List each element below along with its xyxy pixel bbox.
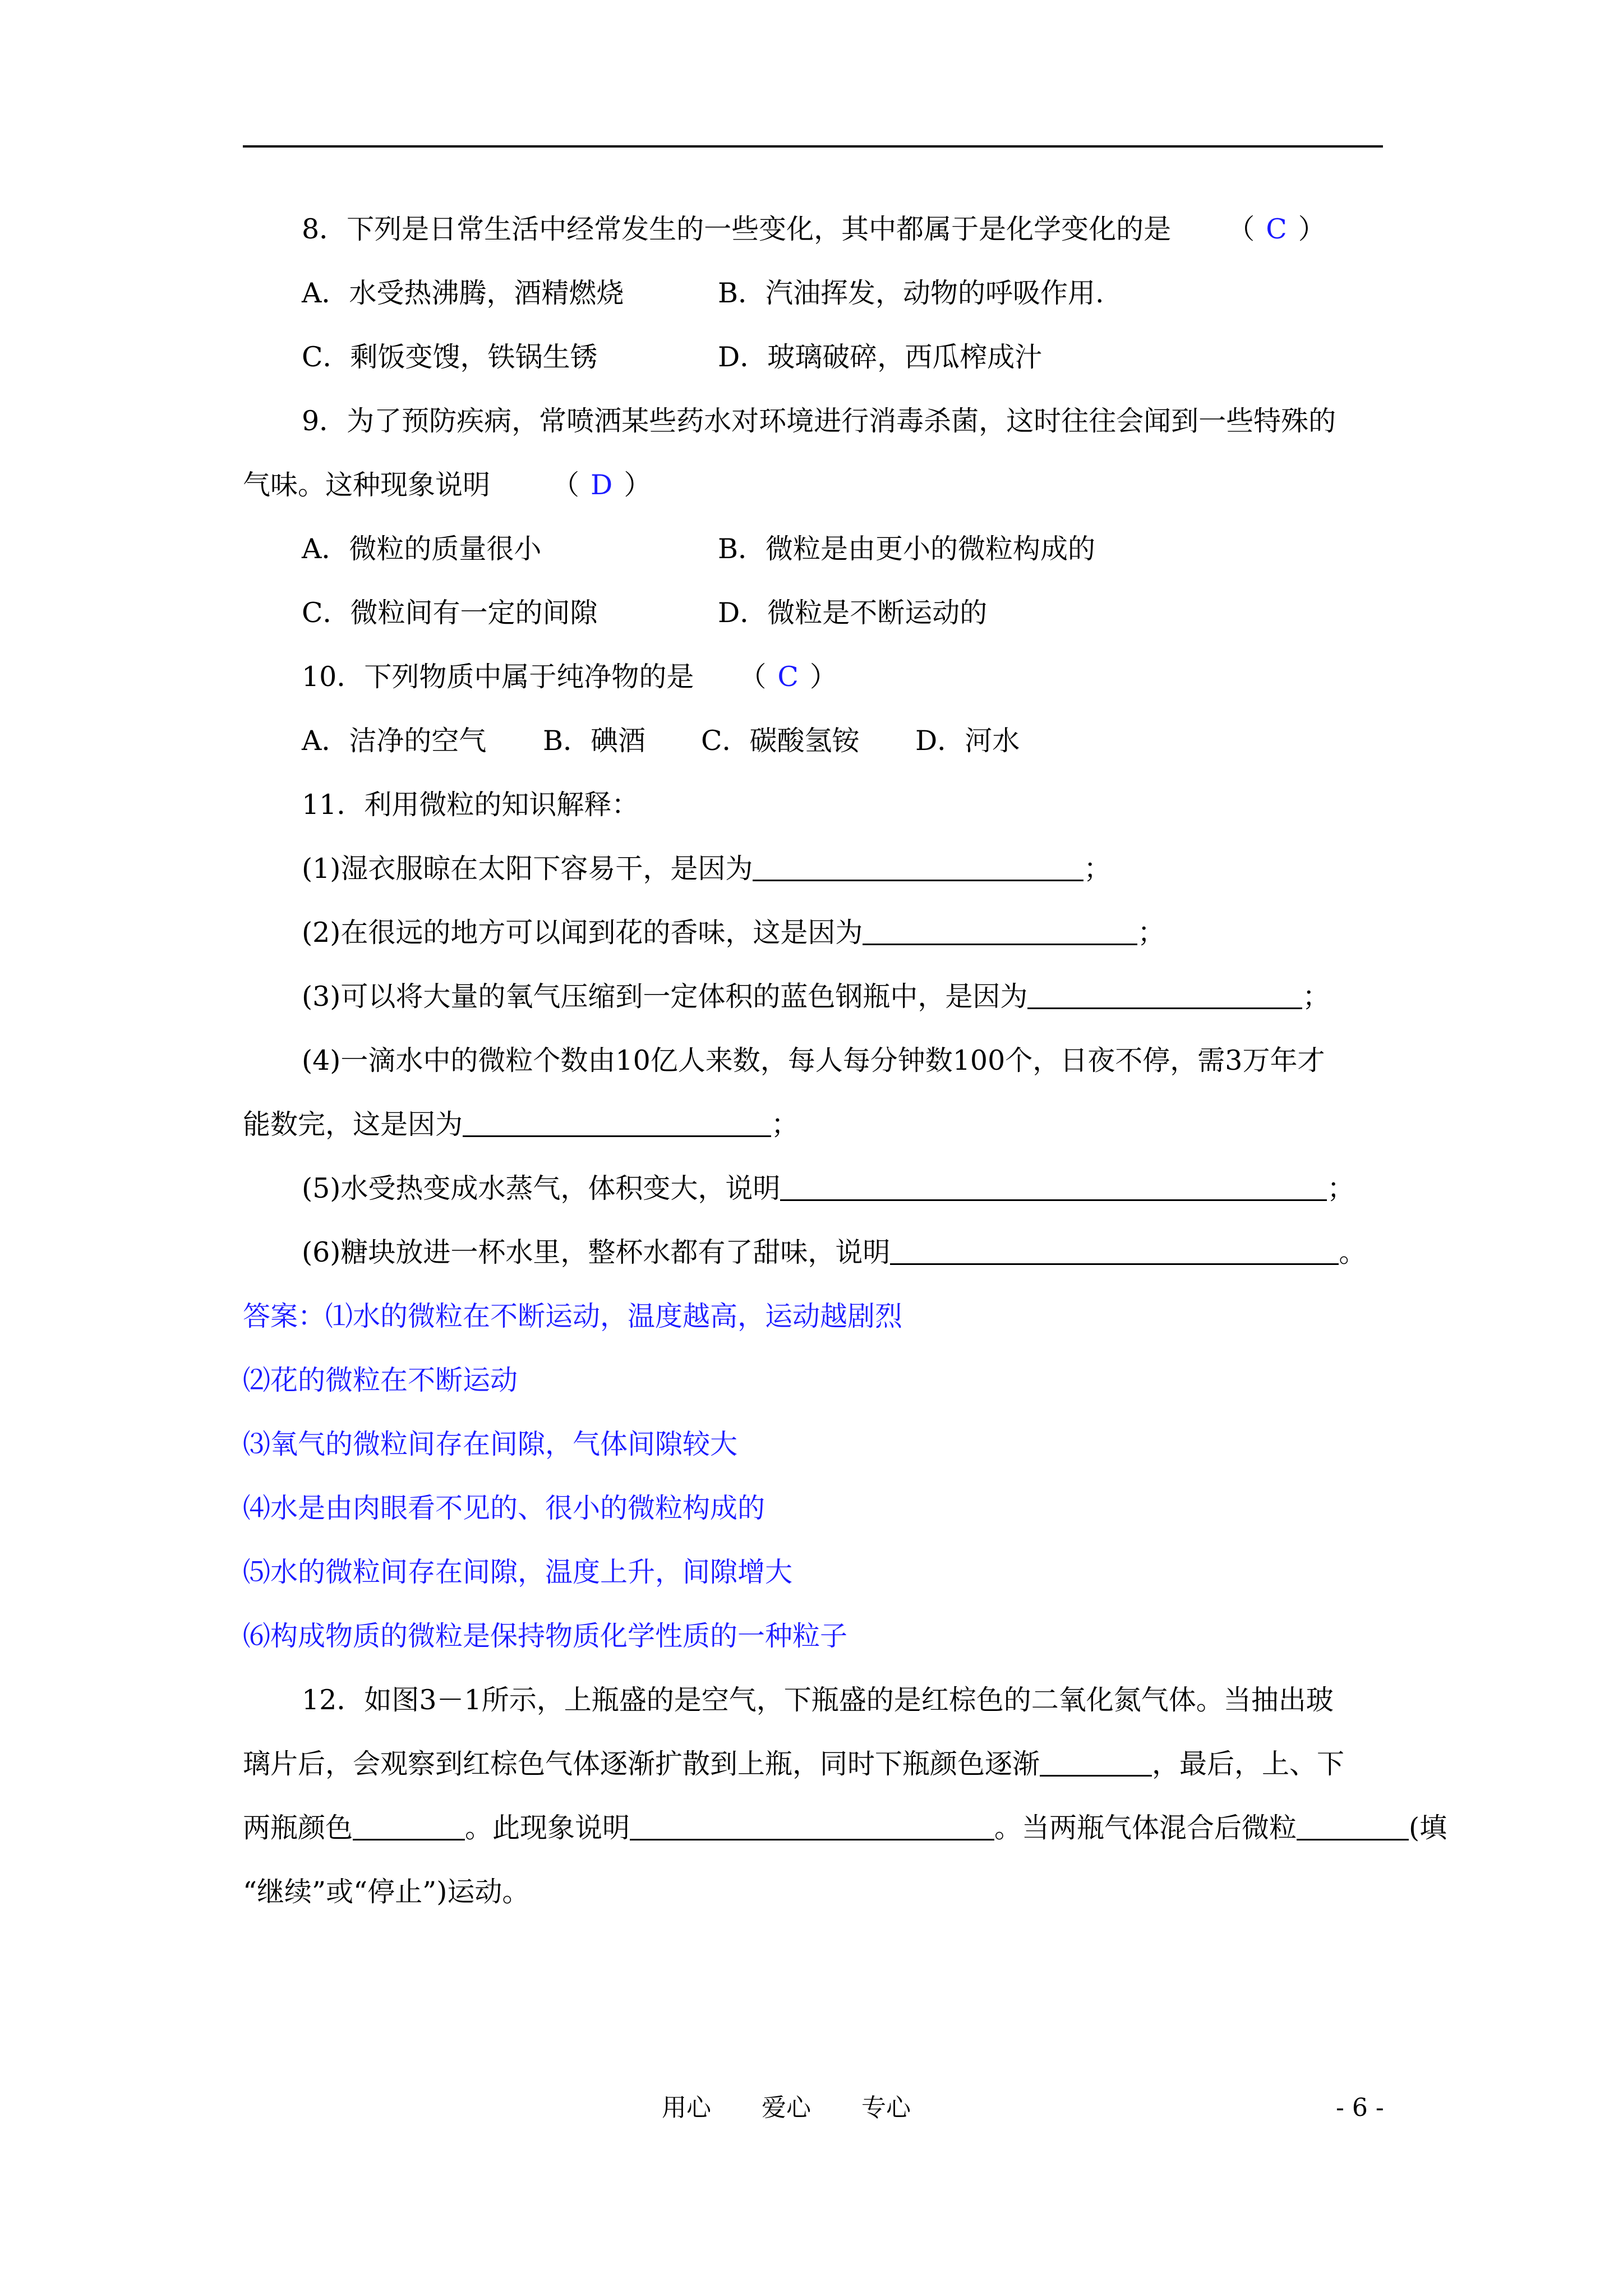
q11-item-4-cont: 能数完，这是因为 ； [243, 1108, 799, 1140]
q11-item-3: (3)可以将大量的氧气压缩到一定体积的蓝色钢瓶中，是因为 ； [302, 981, 1330, 1013]
answer-blank [1040, 1749, 1152, 1777]
q10-answer: C [777, 661, 799, 693]
q11-stem: 11．利用微粒的知识解释： [302, 789, 639, 821]
q11-answer-2: ⑵花的微粒在不断运动 [243, 1364, 518, 1396]
q8-option-d: D．玻璃破碎，西瓜榨成汁 [718, 341, 1043, 373]
q9-option-b: B．微粒是由更小的微粒构成的 [718, 533, 1096, 565]
q9-stem-line1: 9．为了预防疾病，常喷洒某些药水对环境进行消毒杀菌，这时往往会闻到一些特殊的 [302, 405, 1336, 437]
q9-option-c: C．微粒间有一定的间隙 [302, 597, 598, 629]
q10-stem: 10．下列物质中属于纯净物的是 （ C ） [302, 661, 837, 693]
answer-blank [1027, 982, 1302, 1009]
q10-option-b: B．碘酒 [543, 725, 646, 757]
q11-answer-3: ⑶氧气的微粒间存在间隙，气体间隙较大 [243, 1428, 738, 1460]
q10-option-c: C．碳酸氢铵 [701, 725, 860, 757]
q12-line2: 璃片后，会观察到红棕色气体逐渐扩散到上瓶，同时下瓶颜色逐渐 ，最后，上、下 [243, 1748, 1345, 1780]
q10-option-d: D．河水 [915, 725, 1020, 757]
q8-option-a: A．水受热沸腾，酒精燃烧 [302, 277, 624, 309]
q11-answer-6: ⑹构成物质的微粒是保持物质化学性质的一种粒子 [243, 1620, 848, 1652]
header-rule [243, 145, 1383, 148]
q11-item-2: (2)在很远的地方可以闻到花的香味，这是因为 ； [302, 917, 1165, 949]
answer-blank [353, 1813, 465, 1841]
q12-line4: “继续”或“停止”)运动。 [243, 1876, 530, 1908]
q11-answer-4: ⑷水是由肉眼看不见的、很小的微粒构成的 [243, 1492, 766, 1524]
q11-item-5: (5)水受热变成水蒸气，体积变大，说明 ； [302, 1172, 1355, 1204]
answer-blank [630, 1813, 994, 1841]
q11-item-6: (6)糖块放进一杯水里，整杯水都有了甜味，说明 。 [302, 1236, 1367, 1268]
q11-answer-1: 答案：⑴水的微粒在不断运动，温度越高，运动越剧烈 [243, 1300, 903, 1332]
answer-blank [890, 1237, 1339, 1265]
q12-line3: 两瓶颜色 。此现象说明 。当两瓶气体混合后微粒 (填 [243, 1812, 1447, 1844]
page-number: - 6 - [1336, 2093, 1384, 2122]
q8-answer: C [1266, 213, 1287, 245]
q12-line1: 12．如图3－1所示，上瓶盛的是空气，下瓶盛的是红棕色的二氧化氮气体。当抽出玻 [302, 1684, 1334, 1716]
answer-blank [753, 854, 1083, 881]
q8-stem: 8．下列是日常生活中经常发生的一些变化，其中都属于是化学变化的是 （ C ） [302, 213, 1326, 245]
q9-stem-line2: 气味。这种现象说明 （ D ） [243, 469, 652, 501]
q11-item-4: (4)一滴水中的微粒个数由10亿人来数，每人每分钟数100个，日夜不停，需3万年才 [302, 1045, 1325, 1076]
q11-answer-5: ⑸水的微粒间存在间隙，温度上升，间隙增大 [243, 1556, 793, 1588]
q10-option-a: A．洁净的空气 [302, 725, 487, 757]
q11-item-1: (1)湿衣服晾在太阳下容易干，是因为 ； [302, 853, 1112, 885]
q9-option-d: D．微粒是不断运动的 [718, 597, 988, 629]
q9-answer: D [591, 469, 613, 501]
answer-blank [780, 1174, 1327, 1201]
answer-blank [863, 918, 1137, 945]
q8-option-b: B．汽油挥发，动物的呼吸作用. [718, 277, 1104, 309]
footer-motto: 用心 爱心 专心 [662, 2093, 911, 2122]
q9-option-a: A．微粒的质量很小 [302, 533, 542, 565]
answer-blank [1297, 1813, 1409, 1841]
answer-blank [463, 1110, 771, 1137]
q8-option-c: C．剩饭变馊，铁锅生锈 [302, 341, 598, 373]
